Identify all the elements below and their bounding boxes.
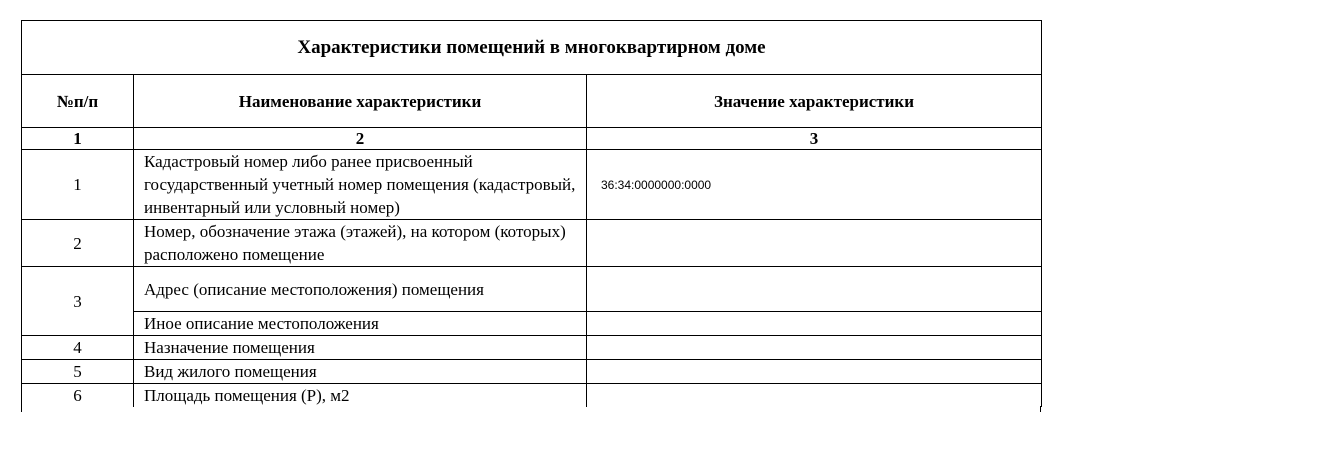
- table-row: [22, 384, 1042, 408]
- row-value: [587, 312, 1042, 336]
- column-number: 2: [134, 128, 587, 150]
- table-row: [22, 267, 1042, 312]
- row-value: [587, 336, 1042, 360]
- cadastral-number-value: 36:34:0000000:0000: [601, 178, 712, 192]
- table-row: [22, 312, 1042, 336]
- row-value: [587, 384, 1042, 408]
- table-row: [22, 336, 1042, 360]
- row-value: [587, 220, 1042, 267]
- row-index: 3: [22, 267, 134, 336]
- table-title: Характеристики помещений в многоквартирном доме: [22, 21, 1042, 75]
- header-num: №п/п: [22, 75, 134, 128]
- row-value-cell: [587, 150, 1042, 220]
- row-name: Номер, обозначение этажа (этажей), на котором (которых) расположено помещение: [134, 220, 587, 267]
- row-name: Адрес (описание местоположения) помещения: [134, 267, 587, 312]
- table-row: [22, 360, 1042, 384]
- row-name: Вид жилого помещения: [134, 360, 587, 384]
- row-name: Кадастровый номер либо ранее присвоенный государственный учетный номер помещения (кадастровый, инвентарный или условный номер): [134, 150, 587, 220]
- header-value: Значение характеристики: [587, 75, 1042, 128]
- table-title-row: [22, 21, 1042, 75]
- column-number: 1: [22, 128, 134, 150]
- column-number: 3: [587, 128, 1042, 150]
- table-row: [22, 220, 1042, 267]
- row-index: 5: [22, 360, 134, 384]
- column-number-row: [22, 128, 1042, 150]
- row-index: 1: [22, 150, 134, 220]
- row-value: [587, 360, 1042, 384]
- row-value: [587, 267, 1042, 312]
- header-name: Наименование характеристики: [134, 75, 587, 128]
- row-index: 2: [22, 220, 134, 267]
- table-continuation-edge: [21, 406, 1041, 412]
- table-header-row: [22, 75, 1042, 128]
- row-name: Иное описание местоположения: [134, 312, 587, 336]
- characteristics-table: [21, 20, 1042, 407]
- row-index: 6: [22, 384, 134, 408]
- row-index: 4: [22, 336, 134, 360]
- row-name: Площадь помещения (Р), м2: [134, 384, 587, 408]
- row-name: Назначение помещения: [134, 336, 587, 360]
- table-row: [22, 150, 1042, 220]
